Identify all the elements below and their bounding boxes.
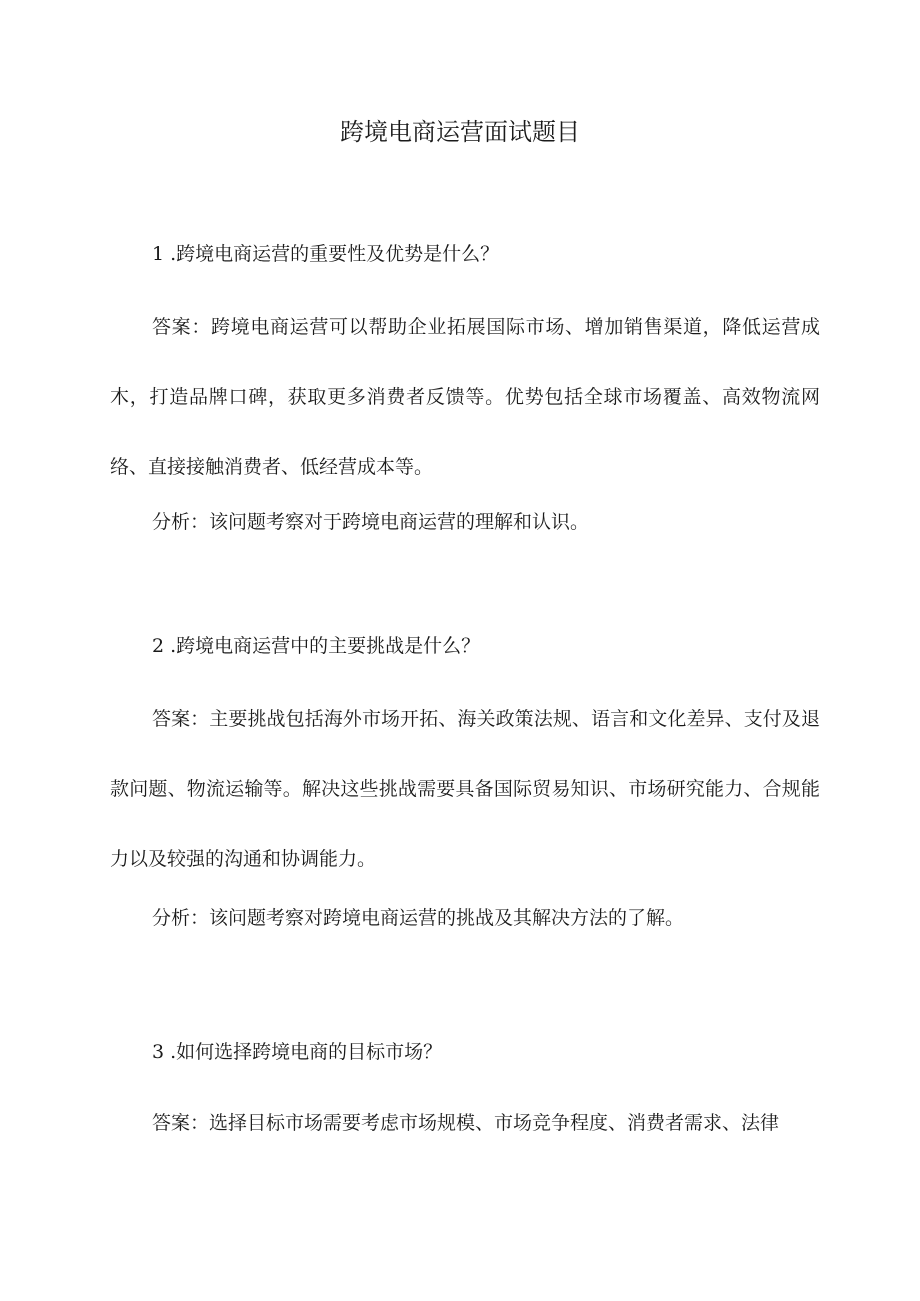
analysis-text: 分析：该问题考察对于跨境电商运营的理解和认识。 — [152, 511, 590, 533]
question-block-3 — [110, 1036, 820, 1158]
question-text: 3 .如何选择跨境电商的目标市场？ — [152, 1041, 443, 1063]
analysis-text: 分析：该问题考察对跨境电商运营的挑战及其解决方法的了解。 — [152, 907, 685, 929]
document-title: 跨境电商运营面试题目 — [340, 118, 580, 146]
answer-text: 答案：选择目标市场需要考虑市场规模、市场竞争程度、消费者需求、法律 — [152, 1112, 780, 1134]
question-block-1 — [110, 238, 820, 538]
question-text: 1 .跨境电商运营的重要性及优势是什么？ — [152, 243, 500, 265]
question-text: 2 .跨境电商运营中的主要挑战是什么？ — [152, 635, 481, 657]
answer-text: 答案：跨境电商运营可以帮助企业拓展国际市场、增加销售渠道，降低运营成木，打造品牌口碑，获取更多消费者反馈等。优势包括全球市场覆盖、高效物流网络、直接接触消费者、低经营成本等。 — [110, 316, 820, 478]
answer-text: 答案：主要挑战包括海外市场开拓、海关政策法规、语言和文化差异、支付及退款问题、物流运输等。解决这些挑战需要具备国际贸易知识、市场研究能力、合规能力以及较强的沟通和协调能力。 — [110, 708, 820, 870]
question-block-2 — [110, 630, 820, 934]
